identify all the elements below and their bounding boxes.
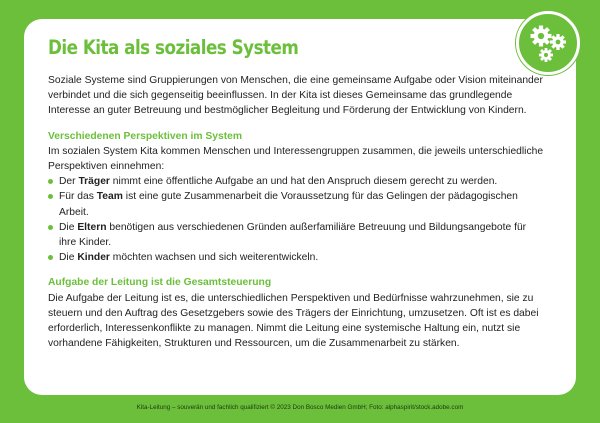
- list-item-keyword: Team: [96, 191, 123, 203]
- leadership-paragraph: Die Aufgabe der Leitung ist es, die unterschiedlichen Perspektiven und Bedürfnisse wahrzunehmen, sie zu steuern und den Auftrag des Gesetzgebers sowie des Trägers der Einrichtung, umzusetzen. Oft ist es dabei erforderlich, Interessenkonflikte zu managen. Nimmt die Leitung eine systemische Haltung ein, nutzt sie vorhandene Fähigkeiten, Strukturen und Ressourcen, um die Zusammenarbeit zu stärken.: [48, 292, 539, 350]
- card: [24, 19, 576, 395]
- list-item-text: Der: [59, 176, 79, 188]
- bullet-icon: [48, 225, 53, 230]
- list-item-text: ist eine gute Zusammenarbeit die Voraussetzung für das Gelingen der pädagogischen Arbeit.: [59, 191, 518, 218]
- perspectives-intro: Im sozialen System Kita kommen Menschen und Interessengruppen zusammen, die jeweils unterschiedliche Perspektiven einnehmen:: [48, 145, 544, 173]
- list-item-keyword: Träger: [78, 176, 110, 188]
- list-item-text: Die: [59, 221, 78, 233]
- list-item: [48, 174, 546, 189]
- perspectives-list: [48, 174, 546, 265]
- list-item-text: nimmt eine öffentliche Aufgabe an und hat den Anspruch diesem gerecht zu werden.: [109, 176, 498, 188]
- bullet-icon: [48, 179, 53, 184]
- intro-paragraph: Soziale Systeme sind Gruppierungen von Menschen, die eine gemeinsame Aufgabe oder Vision miteinander verbindet und die sich gegenseitig beeinflussen. In der Kita ist dieses Gemeinsame das grundlegende Interesse an guter Betreuung und bestmöglicher Begleitung und Förderung der Entwicklung von Kindern.: [48, 75, 543, 117]
- list-item-text: Die: [59, 252, 78, 264]
- footer-credits: Kita-Leitung – souverän und fachlich qualifiziert © 2023 Don Bosco Medien GmbH; Foto: alphaspirit/stock.adobe.com: [136, 404, 464, 411]
- gears-svg: [519, 14, 577, 72]
- list-item: [48, 250, 546, 265]
- page-title: Die Kita als soziales System: [48, 36, 299, 59]
- section-heading-leadership: Aufgabe der Leitung ist die Gesamtsteuerung: [48, 277, 272, 289]
- bullet-icon: [48, 194, 53, 199]
- list-item-keyword: Kinder: [77, 252, 110, 264]
- list-item-text: möchten wachsen und sich weiterentwickeln.: [109, 252, 319, 264]
- gears-icon: [516, 11, 580, 75]
- list-item-text: Für das: [59, 191, 97, 203]
- list-item: [48, 189, 546, 219]
- bullet-icon: [48, 255, 53, 260]
- list-item-text: benötigen aus verschiedenen Gründen außerfamiliäre Betreuung und Bildungsangebote für ihre Kinder.: [59, 221, 527, 249]
- section-heading-perspectives: Verschiedenen Perspektiven im System: [48, 130, 243, 142]
- list-item-keyword: Eltern: [77, 221, 107, 233]
- list-item: [48, 220, 546, 250]
